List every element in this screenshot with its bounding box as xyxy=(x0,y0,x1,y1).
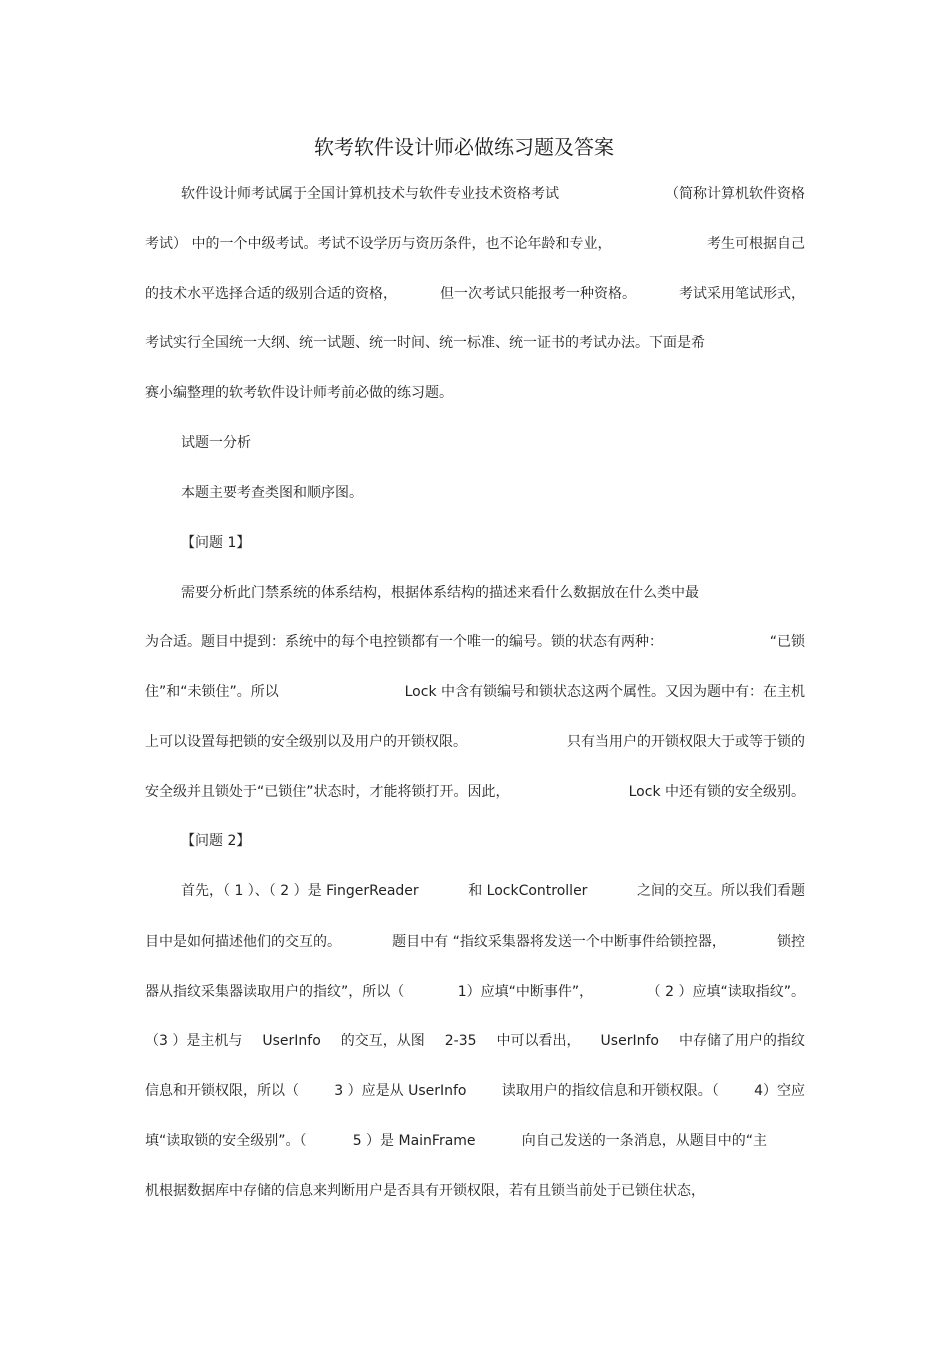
paragraph-line xyxy=(145,632,805,652)
paragraph-line xyxy=(145,932,805,952)
text-segment: 为合适。题目中提到：系统中的每个电控锁都有一个唯一的编号。锁的状态有两种： xyxy=(145,634,663,650)
text-segment: 考试实行全国统一大纲、统一试题、统一时间、统一标准、统一证书的考试办法。下面是希 xyxy=(145,335,705,351)
text-segment: 但一次考试只能报考一种资格。 xyxy=(440,286,636,302)
paragraph-line xyxy=(145,1181,805,1201)
text-segment: 信息和开锁权限，所以（ xyxy=(145,1083,299,1099)
question-heading xyxy=(181,533,841,553)
text-segment: 读取用户的指纹信息和开锁权限。（ xyxy=(501,1083,719,1099)
text-segment: 向自己发送的一条消息，从题目中的“主 xyxy=(521,1133,767,1149)
text-segment: 考试） 中的一个中级考试。考试不设学历与资历条件，也不论年龄和专业， xyxy=(145,236,612,252)
text-segment: 的交互，从图 xyxy=(340,1033,425,1049)
text-segment: 住”和“未锁住”。所以 xyxy=(145,684,279,700)
text-segment: （简称计算机软件资格 xyxy=(665,186,805,202)
text-segment: 赛小编整理的软考软件设计师考前必做的练习题。 xyxy=(145,385,453,401)
text-segment: 首先，（ 1 ）、（ 2 ）是 FingerReader xyxy=(181,883,419,899)
text-segment: 3 ）应是从 UserInfo xyxy=(334,1083,467,1099)
paragraph-line xyxy=(145,1031,805,1051)
paragraph-line xyxy=(181,583,841,603)
text-segment: （ 2 ）应填“读取指纹”。 xyxy=(646,984,805,1000)
paragraph-line xyxy=(181,881,805,901)
paragraph-line xyxy=(145,782,805,802)
question-heading xyxy=(181,831,841,851)
paragraph-line xyxy=(145,1081,805,1101)
paragraph-line xyxy=(145,333,805,353)
text-segment: “已锁 xyxy=(769,634,805,650)
text-segment: 机根据数据库中存储的信息来判断用户是否具有开锁权限，若有且锁当前处于已锁住状态， xyxy=(145,1183,705,1199)
text-segment: 1）应填“中断事件”， xyxy=(457,984,594,1000)
text-segment: 4）空应 xyxy=(754,1083,805,1099)
text-segment: 【问题 2】 xyxy=(181,833,251,849)
section-heading xyxy=(181,433,841,453)
paragraph-line xyxy=(181,483,841,503)
text-segment: 考生可根据自己 xyxy=(707,236,805,252)
text-segment: 5 ）是 MainFrame xyxy=(352,1133,476,1149)
paragraph-line xyxy=(145,982,805,1002)
text-segment: 锁控 xyxy=(776,934,805,950)
paragraph-line xyxy=(145,732,805,752)
paragraph-line xyxy=(145,284,805,304)
text-segment: Lock 中含有锁编号和锁状态这两个属性。又因为题中有：在主机 xyxy=(404,684,805,700)
text-segment: 上可以设置每把锁的安全级别以及用户的开锁权限。 xyxy=(145,734,467,750)
text-segment: 的技术水平选择合适的级别合适的资格， xyxy=(145,286,397,302)
text-segment: （3 ）是主机与 xyxy=(145,1033,243,1049)
text-segment: 中存储了用户的指纹 xyxy=(678,1033,805,1049)
text-segment: 安全级并且锁处于“已锁住”状态时，才能将锁打开。因此， xyxy=(145,784,510,800)
text-segment: 填“读取锁的安全级别”。（ xyxy=(145,1133,307,1149)
text-segment: 试题一分析 xyxy=(181,435,251,451)
text-segment: 【问题 1】 xyxy=(181,535,251,551)
text-segment: 之间的交互。所以我们看题 xyxy=(636,883,805,899)
text-segment: 和 LockController xyxy=(468,883,588,899)
text-segment: 器从指纹采集器读取用户的指纹”，所以（ xyxy=(145,984,405,1000)
text-segment: 考试采用笔试形式， xyxy=(679,286,805,302)
text-segment: 题目中有 “指纹采集器将发送一个中断事件给锁控器， xyxy=(392,934,726,950)
text-segment: 软件设计师考试属于全国计算机技术与软件专业技术资格考试 xyxy=(181,186,559,202)
paragraph-line xyxy=(145,234,805,254)
text-segment: 本题主要考查类图和顺序图。 xyxy=(181,485,363,501)
text-segment: 需要分析此门禁系统的体系结构，根据体系结构的描述来看什么数据放在什么类中最 xyxy=(181,585,699,601)
paragraph-line xyxy=(181,184,805,204)
text-segment: UserInfo xyxy=(262,1033,321,1049)
document-title: 软考软件设计师必做练习题及答案 xyxy=(314,135,614,159)
text-segment: UserInfo xyxy=(600,1033,659,1049)
text-segment: 只有当用户的开锁权限大于或等于锁的 xyxy=(567,734,805,750)
text-segment: 中可以看出， xyxy=(496,1033,581,1049)
text-segment: Lock 中还有锁的安全级别。 xyxy=(628,784,805,800)
text-segment: 目中是如何描述他们的交互的。 xyxy=(145,934,341,950)
paragraph-line xyxy=(145,1131,767,1151)
paragraph-line xyxy=(145,682,805,702)
paragraph-line xyxy=(145,383,805,403)
text-segment: 2-35 xyxy=(444,1033,477,1049)
